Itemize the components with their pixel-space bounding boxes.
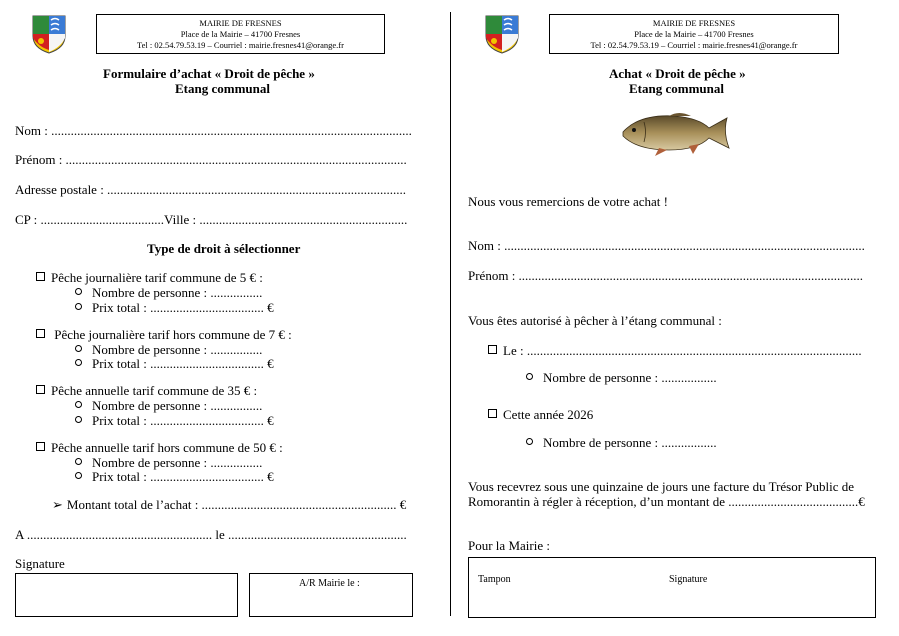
- option-checkbox[interactable]: [36, 440, 283, 456]
- header-contact: Tel : 02.54.79.53.19 – Courriel : mairie.fresnes41@orange.fr: [137, 40, 344, 50]
- receipt-title: Achat « Droit de pêche »: [609, 66, 746, 81]
- prenom-field[interactable]: Prénom : .........................................................................................................: [15, 152, 407, 167]
- option-persons[interactable]: Nombre de personne : ................: [75, 398, 262, 414]
- header-address: Place de la Mairie – 41700 Fresnes: [180, 29, 301, 39]
- option-persons[interactable]: Nombre de personne : ................: [75, 285, 262, 301]
- persons-field[interactable]: Nombre de personne : .................: [526, 435, 717, 451]
- adresse-field[interactable]: Adresse postale : ............................................................................................: [15, 182, 407, 197]
- form-subtitle: Etang communal: [175, 81, 270, 96]
- bullet-icon: [75, 303, 82, 310]
- tampon-label: Tampon: [478, 574, 511, 585]
- arrow-bullet-icon: ➢: [52, 497, 63, 512]
- stamp-signature-box[interactable]: [468, 557, 876, 618]
- year-checkbox-field[interactable]: Cette année 2026: [488, 407, 593, 423]
- ar-mairie-label: A/R Mairie le :: [299, 578, 360, 589]
- invoice-text-line1: Vous recevrez sous une quinzaine de jours une facture du Trésor Public de: [468, 479, 855, 494]
- option-total[interactable]: Prix total : ................................... €: [75, 356, 274, 372]
- signature-label: Signature: [669, 574, 708, 585]
- receipt-prenom-field[interactable]: Prénom : ..........................................................................................................: [468, 268, 864, 283]
- option-label: Pêche annuelle tarif hors commune de 50 € :: [51, 440, 283, 455]
- option-label: Pêche journalière tarif hors commune de 7 € :: [51, 327, 292, 342]
- montant-total-field[interactable]: ➢ Montant total de l’achat : ............................................................ €: [52, 497, 407, 512]
- type-title: Type de droit à sélectionner: [147, 241, 301, 256]
- persons-field[interactable]: Nombre de personne : .................: [526, 370, 717, 386]
- option-checkbox[interactable]: [36, 270, 263, 286]
- place-date-field[interactable]: A ......................................................... le .......................................................: [15, 527, 407, 542]
- option-checkbox[interactable]: [36, 383, 257, 399]
- thanks-text: Nous vous remercions de votre achat !: [468, 194, 668, 209]
- option-checkbox[interactable]: [36, 327, 292, 343]
- checkbox-icon[interactable]: [36, 385, 45, 394]
- bullet-icon: [75, 345, 82, 352]
- header-box: [96, 14, 385, 54]
- invoice-text-line2: Romorantin à régler à réception, d’un montant de ........................................€: [468, 494, 865, 509]
- ar-mairie-box[interactable]: [249, 573, 413, 617]
- checkbox-icon[interactable]: [36, 442, 45, 451]
- town-crest-icon: [31, 14, 67, 54]
- option-total[interactable]: Prix total : ................................... €: [75, 413, 274, 429]
- option-persons[interactable]: Nombre de personne : ................: [75, 455, 262, 471]
- option-total[interactable]: Prix total : ................................... €: [75, 469, 274, 485]
- header-mairie: MAIRIE DE FRESNES: [652, 18, 736, 28]
- bullet-icon: [75, 458, 82, 465]
- checkbox-icon[interactable]: [36, 329, 45, 338]
- carp-fish-icon: [619, 110, 733, 158]
- option-persons[interactable]: Nombre de personne : ................: [75, 342, 262, 358]
- nom-field[interactable]: Nom : ...............................................................................................................: [15, 123, 412, 138]
- checkbox-icon[interactable]: [488, 345, 497, 354]
- authorized-text: Vous êtes autorisé à pêcher à l’étang communal :: [468, 313, 722, 328]
- bullet-icon: [75, 359, 82, 366]
- bullet-icon: [526, 438, 533, 445]
- option-total[interactable]: Prix total : ................................... €: [75, 300, 274, 316]
- bullet-icon: [75, 416, 82, 423]
- bullet-icon: [75, 288, 82, 295]
- date-checkbox-field[interactable]: Le : .......................................................................................................: [488, 343, 862, 359]
- header-address: Place de la Mairie – 41700 Fresnes: [634, 29, 754, 39]
- checkbox-icon[interactable]: [36, 272, 45, 281]
- option-label: Pêche annuelle tarif commune de 35 € :: [51, 383, 258, 398]
- bullet-icon: [75, 472, 82, 479]
- cp-ville-field[interactable]: CP : ......................................Ville : ................................................................: [15, 212, 408, 227]
- option-label: Pêche journalière tarif commune de 5 € :: [51, 270, 263, 285]
- header-contact: Tel : 02.54.79.53.19 – Courriel : mairie.fresnes41@orange.fr: [590, 40, 798, 50]
- bullet-icon: [526, 373, 533, 380]
- bullet-icon: [75, 401, 82, 408]
- header-mairie: MAIRIE DE FRESNES: [199, 18, 282, 28]
- receipt-nom-field[interactable]: Nom : ...............................................................................................................: [468, 238, 865, 253]
- pour-mairie-label: Pour la Mairie :: [468, 538, 550, 553]
- signature-label: Signature: [15, 556, 65, 571]
- header-box: [549, 14, 839, 54]
- receipt-subtitle: Etang communal: [629, 81, 724, 96]
- town-crest-icon: [484, 14, 520, 54]
- form-title: Formulaire d’achat « Droit de pêche »: [103, 66, 315, 81]
- signature-box[interactable]: [15, 573, 238, 617]
- checkbox-icon[interactable]: [488, 409, 497, 418]
- page-divider: [450, 12, 451, 616]
